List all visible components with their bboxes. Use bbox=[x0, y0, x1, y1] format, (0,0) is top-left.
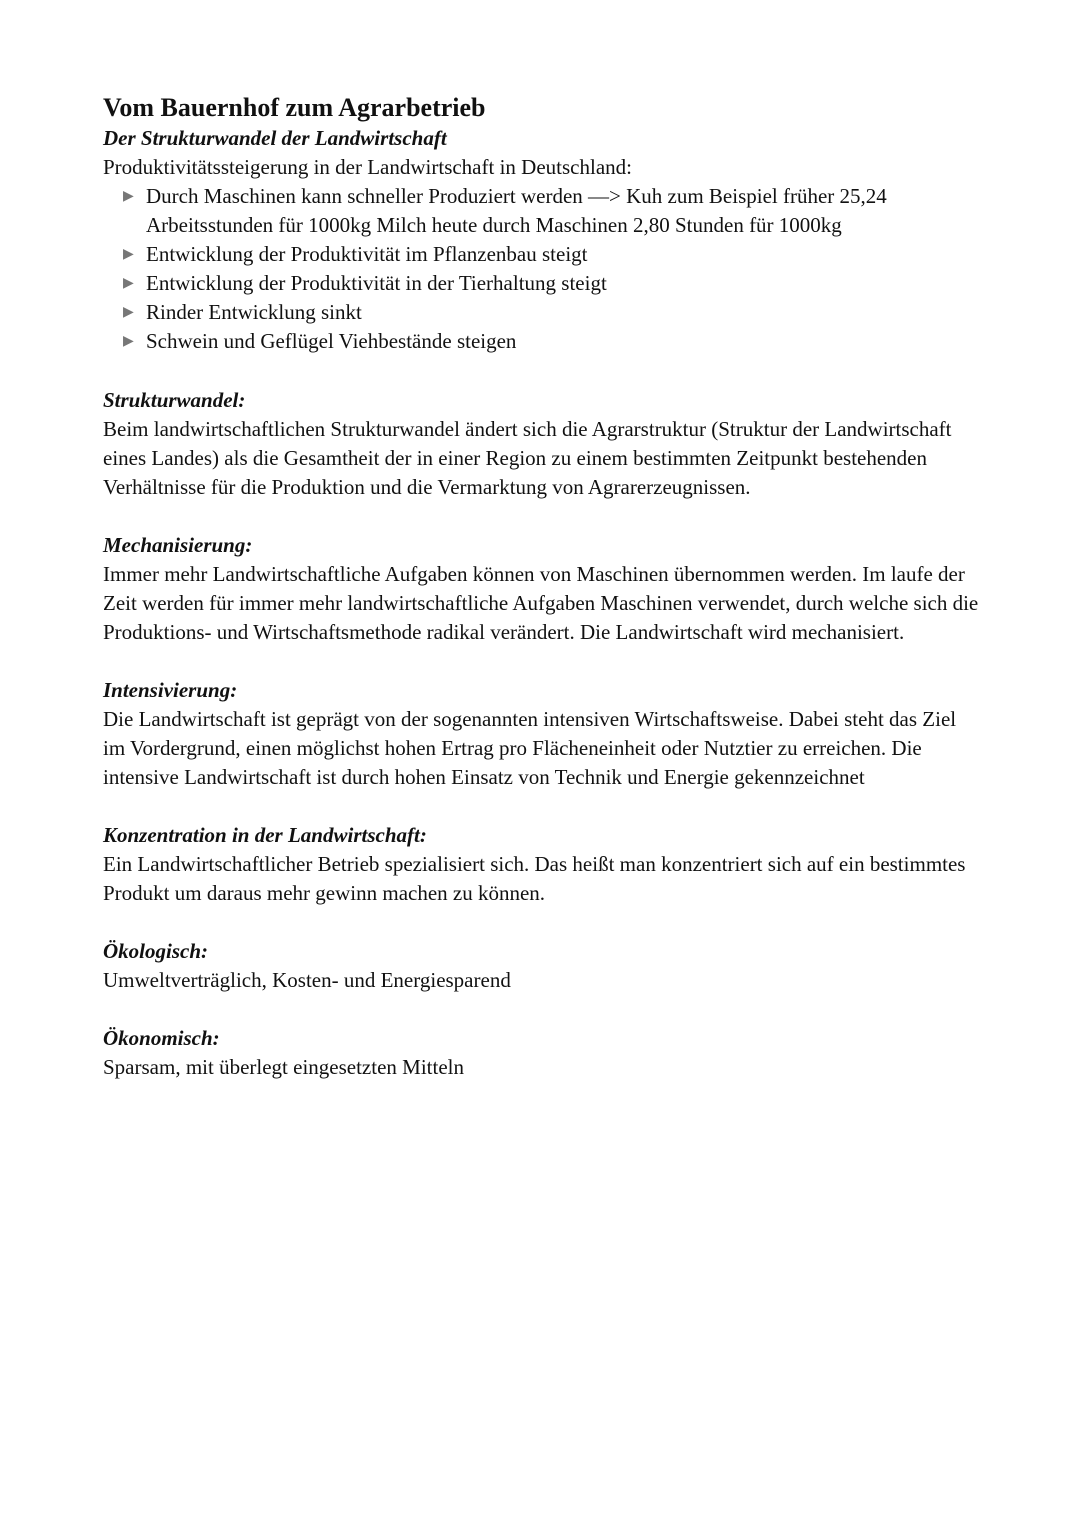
section-body: Umweltverträglich, Kosten- und Energiesparend bbox=[103, 968, 511, 992]
section-heading: Ökonomisch: bbox=[103, 1026, 220, 1050]
section-mechanisierung bbox=[103, 531, 983, 647]
section-body: Beim landwirtschaftlichen Strukturwandel ändert sich die Agrarstruktur (Struktur der Landwirtschaft eines Landes) als die Gesamtheit der in einer Region zu einem bestimmten Zeitpunkt bestehenden Verhältnisse für die Produktion und die Vermarktung von Agrarerzeugnissen. bbox=[103, 417, 952, 499]
section-heading: Intensivierung: bbox=[103, 678, 238, 702]
triangle-right-icon: ▶ bbox=[123, 333, 134, 349]
triangle-right-icon: ▶ bbox=[123, 188, 134, 204]
section-body: Sparsam, mit überlegt eingesetzten Mitteln bbox=[103, 1055, 464, 1079]
section-body: Die Landwirtschaft ist geprägt von der sogenannten intensiven Wirtschaftsweise. Dabei steht das Ziel im Vordergrund, einen möglichst hohen Ertrag pro Flächeneinheit oder Nutztier zu erreichen. Die intensive Landwirtschaft ist durch hohen Einsatz von Technik und Energie gekennzeichnet bbox=[103, 707, 957, 789]
document-page bbox=[103, 92, 983, 1082]
section-oekologisch bbox=[103, 937, 983, 995]
section-strukturwandel bbox=[103, 386, 983, 502]
triangle-right-icon: ▶ bbox=[123, 275, 134, 291]
list-item-text: Rinder Entwicklung sinkt bbox=[146, 300, 362, 324]
list-item bbox=[103, 269, 983, 298]
list-item-text: Entwicklung der Produktivität in der Tierhaltung steigt bbox=[146, 271, 607, 295]
list-item bbox=[103, 182, 983, 240]
list-item bbox=[103, 298, 983, 327]
list-item-text: Schwein und Geflügel Viehbestände steigen bbox=[146, 329, 517, 353]
document-subtitle: Der Strukturwandel der Landwirtschaft bbox=[103, 126, 447, 150]
section-heading: Mechanisierung: bbox=[103, 533, 253, 557]
section-heading: Ökologisch: bbox=[103, 939, 208, 963]
section-intensivierung bbox=[103, 676, 983, 792]
list-item-text: Entwicklung der Produktivität im Pflanzenbau steigt bbox=[146, 242, 588, 266]
section-heading: Konzentration in der Landwirtschaft: bbox=[103, 823, 427, 847]
productivity-bullet-list bbox=[103, 182, 983, 356]
document-title: Vom Bauernhof zum Agrarbetrieb bbox=[103, 93, 486, 122]
list-item bbox=[103, 327, 983, 356]
triangle-right-icon: ▶ bbox=[123, 304, 134, 320]
list-item-text: Durch Maschinen kann schneller Produziert werden —> Kuh zum Beispiel früher 25,24 Arbeitsstunden für 1000kg Milch heute durch Maschinen 2,80 Stunden für 1000kg bbox=[146, 184, 887, 237]
section-konzentration bbox=[103, 821, 983, 908]
triangle-right-icon: ▶ bbox=[123, 246, 134, 262]
section-oekonomisch bbox=[103, 1024, 983, 1082]
section-heading: Strukturwandel: bbox=[103, 388, 246, 412]
intro-text: Produktivitätssteigerung in der Landwirtschaft in Deutschland: bbox=[103, 155, 632, 179]
section-body: Immer mehr Landwirtschaftliche Aufgaben können von Maschinen übernommen werden. Im laufe der Zeit werden für immer mehr landwirtschaftliche Aufgaben Maschinen verwendet, durch welche sich die Produktions- und Wirtschaftsmethode radikal verändert. Die Landwirtschaft wird mechanisiert. bbox=[103, 562, 979, 644]
list-item bbox=[103, 240, 983, 269]
section-body: Ein Landwirtschaftlicher Betrieb spezialisiert sich. Das heißt man konzentriert sich auf ein bestimmtes Produkt um daraus mehr gewinn machen zu können. bbox=[103, 852, 966, 905]
